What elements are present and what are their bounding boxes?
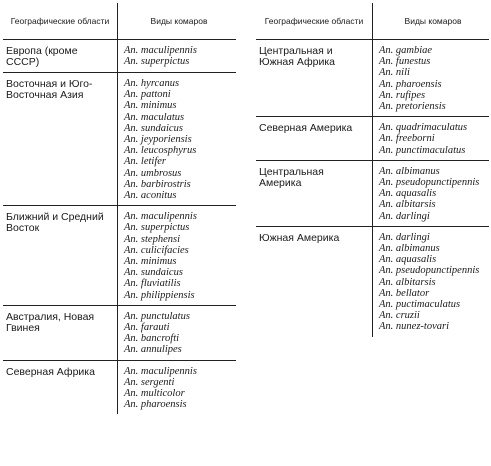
region-cell: Центральная Америка bbox=[256, 160, 373, 226]
genus-prefix: An. bbox=[124, 167, 139, 179]
genus-prefix: An. bbox=[124, 310, 139, 322]
region-cell: Центральная и Южная Африка bbox=[256, 40, 373, 117]
genus-prefix: An. bbox=[124, 388, 139, 400]
species-name: sundaicus bbox=[140, 122, 183, 134]
species-item bbox=[124, 245, 234, 256]
region-cell: Северная Африка bbox=[3, 360, 118, 414]
species-item bbox=[379, 145, 487, 156]
genus-prefix: An. bbox=[379, 299, 394, 311]
species-name: multicolor bbox=[140, 388, 185, 400]
genus-prefix: An. bbox=[124, 376, 139, 388]
table-row bbox=[256, 226, 489, 336]
species-item bbox=[379, 45, 487, 56]
species-item bbox=[379, 321, 487, 332]
species-name: pharoensis bbox=[140, 399, 187, 411]
table-row bbox=[3, 40, 236, 73]
species-name: funestus bbox=[395, 56, 431, 68]
genus-prefix: An. bbox=[124, 233, 139, 245]
genus-prefix: An. bbox=[124, 190, 139, 202]
species-item bbox=[124, 123, 234, 134]
species-cell bbox=[118, 305, 237, 360]
genus-prefix: An. bbox=[124, 45, 139, 56]
table-row bbox=[3, 206, 236, 306]
species-item bbox=[124, 145, 234, 156]
region-cell: Южная Америка bbox=[256, 226, 373, 336]
species-cell bbox=[373, 226, 490, 336]
genus-prefix: An. bbox=[379, 56, 394, 68]
species-name: barbirostris bbox=[140, 178, 191, 190]
genus-prefix: An. bbox=[124, 89, 139, 101]
species-name: rufipes bbox=[395, 89, 426, 101]
species-cell bbox=[373, 160, 490, 226]
genus-prefix: An. bbox=[379, 188, 394, 200]
species-name: maculipennis bbox=[140, 365, 197, 377]
genus-prefix: An. bbox=[379, 321, 394, 333]
genus-prefix: An. bbox=[379, 45, 394, 56]
species-item bbox=[379, 299, 487, 310]
genus-prefix: An. bbox=[124, 256, 139, 268]
region-cell: Австралия, Новая Гвинея bbox=[3, 305, 118, 360]
genus-prefix: An. bbox=[124, 134, 139, 146]
species-item bbox=[124, 267, 234, 278]
species-item bbox=[124, 56, 234, 67]
species-item bbox=[379, 67, 487, 78]
species-item bbox=[379, 243, 487, 254]
species-name: culicifacies bbox=[140, 244, 189, 256]
genus-prefix: An. bbox=[379, 231, 394, 243]
genus-prefix: An. bbox=[379, 199, 394, 211]
species-item bbox=[124, 278, 234, 289]
species-name: maculipennis bbox=[140, 211, 197, 223]
species-item bbox=[379, 288, 487, 299]
genus-prefix: An. bbox=[124, 365, 139, 377]
species-cell bbox=[373, 40, 490, 117]
genus-prefix: An. bbox=[379, 67, 394, 79]
species-cell bbox=[118, 360, 237, 414]
genus-prefix: An. bbox=[124, 111, 139, 123]
genus-prefix: An. bbox=[124, 56, 139, 68]
species-name: punctimaculatus bbox=[395, 144, 466, 156]
species-name: freeborni bbox=[395, 133, 435, 145]
species-item bbox=[124, 344, 234, 355]
species-name: darlingi bbox=[395, 210, 430, 222]
species-name: bellator bbox=[395, 287, 430, 299]
species-name: darlingi bbox=[395, 231, 430, 243]
species-item bbox=[124, 388, 234, 399]
species-item bbox=[379, 133, 487, 144]
genus-prefix: An. bbox=[379, 254, 394, 266]
species-name: hyrcanus bbox=[140, 78, 180, 89]
species-name: bancrofti bbox=[140, 333, 180, 345]
species-item bbox=[379, 90, 487, 101]
genus-prefix: An. bbox=[124, 100, 139, 112]
species-name: albimanus bbox=[395, 165, 440, 177]
genus-prefix: An. bbox=[124, 333, 139, 345]
species-item bbox=[124, 45, 234, 56]
species-item bbox=[124, 290, 234, 301]
species-name: aconitus bbox=[140, 190, 177, 202]
species-item bbox=[379, 177, 487, 188]
genus-prefix: An. bbox=[124, 145, 139, 157]
genus-prefix: An. bbox=[379, 210, 394, 222]
genus-prefix: An. bbox=[124, 267, 139, 279]
table-right bbox=[256, 3, 489, 337]
genus-prefix: An. bbox=[124, 156, 139, 168]
species-cell bbox=[118, 40, 237, 73]
table-left bbox=[3, 3, 236, 414]
species-name: nili bbox=[395, 67, 410, 79]
region-cell: Северная Америка bbox=[256, 117, 373, 161]
species-item bbox=[379, 199, 487, 210]
species-name: maculatus bbox=[140, 111, 185, 123]
species-name: pseudopunctipennis bbox=[395, 265, 480, 277]
genus-prefix: An. bbox=[379, 287, 394, 299]
species-item bbox=[124, 112, 234, 123]
region-cell: Европа (кроме СССР) bbox=[3, 40, 118, 73]
genus-prefix: An. bbox=[124, 211, 139, 223]
genus-prefix: An. bbox=[379, 89, 394, 101]
species-item bbox=[379, 265, 487, 276]
species-cell bbox=[118, 73, 237, 206]
species-item bbox=[379, 232, 487, 243]
genus-prefix: An. bbox=[379, 165, 394, 177]
species-item bbox=[379, 254, 487, 265]
species-name: minimus bbox=[140, 100, 177, 112]
species-item bbox=[124, 89, 234, 100]
species-item bbox=[124, 322, 234, 333]
species-item bbox=[124, 134, 234, 145]
region-cell: Восточная и Юго-Восточная Азия bbox=[3, 73, 118, 206]
table-header-row bbox=[256, 3, 489, 40]
species-name: albimanus bbox=[395, 243, 440, 255]
region-cell: Ближний и Средний Восток bbox=[3, 206, 118, 306]
genus-prefix: An. bbox=[379, 122, 394, 134]
table-row bbox=[3, 73, 236, 206]
species-cell bbox=[373, 117, 490, 161]
species-item bbox=[124, 234, 234, 245]
genus-prefix: An. bbox=[124, 178, 139, 190]
header-region: Географические области bbox=[256, 3, 373, 40]
genus-prefix: An. bbox=[124, 244, 139, 256]
genus-prefix: An. bbox=[124, 289, 139, 301]
species-name: umbrosus bbox=[140, 167, 182, 179]
species-name: aquasalis bbox=[395, 188, 437, 200]
species-item bbox=[379, 166, 487, 177]
header-region: Географические области bbox=[3, 3, 118, 40]
species-item bbox=[124, 168, 234, 179]
species-name: sundaicus bbox=[140, 267, 183, 279]
species-name: cruzii bbox=[395, 310, 420, 322]
species-name: puctimaculatus bbox=[395, 299, 461, 311]
species-name: pseudopunctipennis bbox=[395, 177, 480, 189]
genus-prefix: An. bbox=[379, 144, 394, 156]
genus-prefix: An. bbox=[124, 344, 139, 356]
species-name: nunez-tovari bbox=[395, 321, 449, 333]
species-item bbox=[124, 311, 234, 322]
species-name: albitarsis bbox=[395, 276, 436, 288]
genus-prefix: An. bbox=[124, 399, 139, 411]
genus-prefix: An. bbox=[124, 278, 139, 290]
table-header-row bbox=[3, 3, 236, 40]
genus-prefix: An. bbox=[124, 222, 139, 234]
species-item bbox=[124, 222, 234, 233]
species-name: leucosphyrus bbox=[140, 145, 197, 157]
species-name: superpictus bbox=[140, 222, 190, 234]
species-item bbox=[379, 56, 487, 67]
genus-prefix: An. bbox=[379, 265, 394, 277]
header-species: Виды комаров bbox=[118, 3, 237, 40]
species-name: aquasalis bbox=[395, 254, 437, 266]
genus-prefix: An. bbox=[379, 310, 394, 322]
genus-prefix: An. bbox=[379, 177, 394, 189]
species-name: maculipennis bbox=[140, 45, 197, 56]
species-cell bbox=[118, 206, 237, 306]
species-name: minimus bbox=[140, 256, 177, 268]
species-name: stephensi bbox=[140, 233, 180, 245]
species-item bbox=[124, 179, 234, 190]
genus-prefix: An. bbox=[379, 276, 394, 288]
species-item bbox=[124, 100, 234, 111]
species-name: farauti bbox=[140, 322, 170, 334]
species-item bbox=[124, 190, 234, 201]
species-item bbox=[124, 256, 234, 267]
species-name: superpictus bbox=[140, 56, 190, 68]
table-row bbox=[3, 305, 236, 360]
genus-prefix: An. bbox=[379, 78, 394, 90]
species-name: gambiae bbox=[395, 45, 433, 56]
species-item bbox=[379, 310, 487, 321]
species-name: philippiensis bbox=[140, 289, 195, 301]
species-item bbox=[124, 78, 234, 89]
species-item bbox=[379, 79, 487, 90]
species-name: pharoensis bbox=[395, 78, 442, 90]
species-name: pretoriensis bbox=[395, 101, 446, 113]
species-item bbox=[124, 399, 234, 410]
header-species: Виды комаров bbox=[373, 3, 490, 40]
species-item bbox=[124, 377, 234, 388]
species-name: letifer bbox=[140, 156, 166, 168]
species-item bbox=[379, 211, 487, 222]
table-row bbox=[256, 40, 489, 117]
species-name: sergenti bbox=[140, 376, 175, 388]
species-name: jeyporiensis bbox=[140, 134, 192, 146]
table-row bbox=[256, 160, 489, 226]
genus-prefix: An. bbox=[124, 322, 139, 334]
genus-prefix: An. bbox=[124, 122, 139, 134]
species-item bbox=[124, 333, 234, 344]
species-item bbox=[124, 156, 234, 167]
species-name: punctulatus bbox=[140, 310, 190, 322]
genus-prefix: An. bbox=[379, 133, 394, 145]
species-item bbox=[379, 101, 487, 112]
species-name: pattoni bbox=[140, 89, 171, 101]
table-row bbox=[256, 117, 489, 161]
species-name: albitarsis bbox=[395, 199, 436, 211]
species-item bbox=[379, 122, 487, 133]
genus-prefix: An. bbox=[379, 101, 394, 113]
species-name: quadrimaculatus bbox=[395, 122, 468, 134]
table-row bbox=[3, 360, 236, 414]
species-name: fluviatilis bbox=[140, 278, 181, 290]
species-item bbox=[379, 277, 487, 288]
genus-prefix: An. bbox=[124, 78, 139, 89]
species-item bbox=[124, 366, 234, 377]
species-name: annulipes bbox=[140, 344, 182, 356]
species-item bbox=[124, 211, 234, 222]
species-item bbox=[379, 188, 487, 199]
genus-prefix: An. bbox=[379, 243, 394, 255]
